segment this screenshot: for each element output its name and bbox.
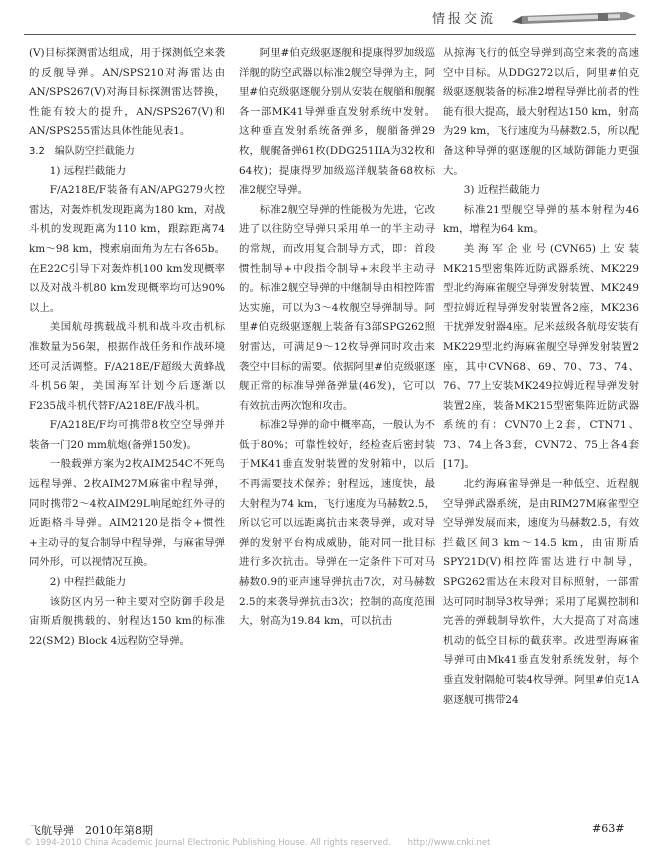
copyright-watermark: © 1994-2010 China Academic Journal Electronic Publishing House. All rights reserved. http://www.cnki.net <box>24 838 491 848</box>
paragraph: 从掠海飞行的低空导弹到高空来袭的高速空中目标。从DDG272以后，阿里#伯克级驱逐舰装备的标准2增程导弹比前者的性能有很大提高，最大射程达150 km，射高为29 km，飞行速度为马赫数2.5，所以配备这种导弹的驱逐舰的区域防御能力更强大。 <box>443 47 639 177</box>
pen-icon <box>508 6 640 30</box>
page-header <box>0 0 660 38</box>
paragraph: 美国航母携载战斗机和战斗攻击机标准数量为56架，根据作战任务和作战环境还可灵活调整。F/A218E/F超级大黄蜂战斗机56架，美国海军计划今后逐渐以F235战斗机代替F/A218E/F战斗机。 <box>29 321 225 412</box>
page-number: #63# <box>592 822 625 835</box>
section-title: 情报交流 <box>432 12 497 27</box>
paragraph: 阿里#伯克级驱逐舰和提康得罗加级巡洋舰的防空武器以标准2舰空导弹为主，阿里#伯克级驱逐舰分别从安装在舰艏和舰艉各一部MK41导弹垂直发射系统中发射。这种垂直发射系统备弹多，舰艏备弹29枚，舰艉备弹61枚(DDG251IIA为32枚和64枚)；提康得罗加级巡洋舰装备68枚标准2舰空导弹。 <box>239 47 435 197</box>
paragraph: F/A218E/F均可携带8枚空空导弹并装备一门20 mm航炮(备弹150发)。 <box>29 419 225 451</box>
paragraph: (V)目标探测雷达组成，用于探测低空来袭的反舰导弹。AN/SPS210对海雷达由AN/SPS267(V)对海目标探测雷达替换，性能有较大的提升，AN/SPS267(V)和AN/SPS255雷达具体性能见表1。 <box>29 47 225 138</box>
journal-issue: 飞航导弹 2010年第8期 <box>30 824 153 837</box>
subsection-heading: 2) 中程拦截能力 <box>49 576 127 589</box>
header-rule <box>24 34 636 35</box>
paragraph: 一般载弹方案为2枚AIM254C不死鸟远程导弹、2枚AIM27M麻雀中程导弹，同时携带2～4枚AIM29L响尾蛇红外寻的近距格斗导弹。AIM2120是指令+惯性+主动寻的复合制导中程导弹，与麻雀导弹同外形，可以视情况互换。 <box>29 458 225 569</box>
paragraph: 美海军企业号(CVN65)上安装MK215型密集阵近防武器系统、MK229型北约海麻雀舰空导弹发射装置、MK249型拉姆近程导弹发射装置各2座，MK236干扰弹发射器4座。尼米兹级各航母安装有MK229型北约海麻雀舰空导弹发射装置2座，其中CVN68、69、70、73、74、76、77上安装MK249拉姆近程导弹发射装置2座，装备MK215型密集阵近防武器系统的有：CVN70上2套，CTN71、73、74上各3套，CVN72、75上各4套[17]。 <box>443 242 639 471</box>
text-column-2 <box>239 44 435 814</box>
paragraph: 北约海麻雀导弹是一种低空、近程舰空导弹武器系统，是由RIM27M麻雀型空空导弹发展而来，速度为马赫数2.5，有效拦截区间3 km～14.5 km，由宙斯盾SPY21D(V)相控阵雷达进行中制导，SPG262雷达在末段对目标照射，一部雷达可同时制导3枚导弹；采用了尾翼控制和完善的弹载制导软件，大大提高了对高速机动的低空目标的截获率。改进型海麻雀导弹可由Mk41垂直发射系统发射，每个垂直发射隔舱可装4枚导弹。阿里#伯克1A驱逐舰可携带24 <box>443 478 639 706</box>
text-column-3 <box>443 44 639 814</box>
paragraph: 该防区内另一种主要对空防御手段是宙斯盾舰携载的、射程达150 km的标准22(SM2) Block 4远程防空导弹。 <box>29 595 225 647</box>
paragraph: F/A218E/F装备有AN/APG279火控雷达，对轰炸机发现距离为180 km，对战斗机的发现距离为110 km，跟踪距离74 km～98 km，搜索扇面角为左右各65b。在E22C引导下对轰炸机100 km发现概率以及对战斗机80 km发现概率均可达90%以上。 <box>29 184 225 314</box>
section-heading: 3.2 编队防空拦截能力 <box>29 145 135 157</box>
text-column-1 <box>29 44 225 814</box>
subsection-heading: 3) 近程拦截能力 <box>463 184 541 197</box>
paragraph: 标准21型舰空导弹的基本射程为46 km，增程为64 km。 <box>443 203 639 236</box>
paragraph: 标准2舰空导弹的性能极为先进，它改进了以往防空导弹只采用单一的半主动寻的常规，而改用复合制导方式，即：首段惯性制导+中段指令制导+末段半主动寻的。标准2舰空导弹的中继制导由相控阵雷达实施，可以为3～4枚舰空导弹制导。阿里#伯克级驱逐舰上装备有3部SPG262照射雷达，可满足9～12枚导弹同时攻击来袭空中目标的需要。依据阿里#伯克级驱逐舰正常的标准导弹备弹量(46发)，它可以有效抗击两次饱和攻击。 <box>239 203 435 412</box>
subsection-heading: 1) 远程拦截能力 <box>49 164 127 177</box>
paragraph: 标准2导弹的命中概率高，一般认为不低于80%；可靠性较好，经检查后密封装于MK41垂直发射装置的发射箱中，以后不再需要技术保养；射程远，速度快，最大射程为74 km，飞行速度为马赫数2.5，所以它可以远距离抗击来袭导弹，或对导弹的发射平台构成威胁，能对同一批目标进行多次抗击。导弹在一定条件下可对马赫数0.9的亚声速导弹抗击7次，对马赫数2.5的来袭导弹抗击3次；控制的高度范围大，射高为19.84 km，可以抗击 <box>239 419 435 628</box>
